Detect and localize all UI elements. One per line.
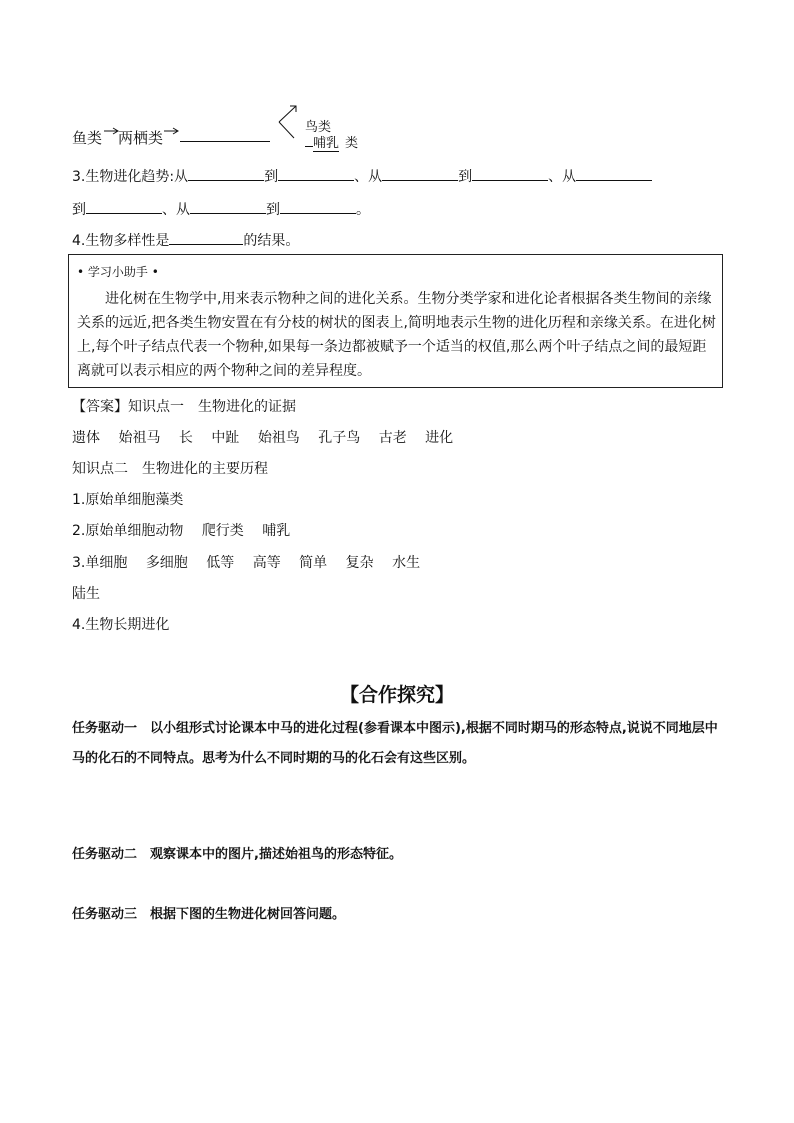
diagram-mammal: 哺乳 类 <box>305 132 358 151</box>
answer-blank <box>280 199 356 214</box>
q3-from: 、从 <box>162 202 190 218</box>
q3-label: 3.生物进化趋势:从 <box>72 169 189 185</box>
answer-item: 孔子鸟 <box>318 430 361 446</box>
answer-blank <box>169 230 243 245</box>
diagram-blank <box>180 127 270 142</box>
q3-to: 到 <box>458 169 473 185</box>
answer-item: 爬行类 <box>201 523 244 539</box>
answer-blank <box>188 166 264 181</box>
diagram-fish: 鱼类 <box>72 129 103 147</box>
answer-k2-header: 知识点二 生物进化的主要历程 <box>72 461 268 477</box>
diagram-bird: 鸟类 <box>305 120 332 135</box>
answer-item: 中趾 <box>211 430 240 446</box>
answer-item: 水生 <box>392 555 421 571</box>
q3-to: 到 <box>72 202 86 218</box>
task-3: 任务驱动三 根据下图的生物进化树回答问题。 <box>72 907 346 922</box>
answer-blank <box>472 166 548 181</box>
answer-blank <box>576 166 652 181</box>
learning-tip-box <box>68 254 723 388</box>
answer-line-4: 4.生物长期进化 <box>72 617 170 633</box>
answer-item: 进化 <box>425 430 454 446</box>
answer-line-1: 1.原始单细胞藻类 <box>72 492 184 508</box>
answer-item: 复杂 <box>345 555 374 571</box>
answer-blank <box>86 199 162 214</box>
answer-blank <box>382 166 458 181</box>
q3-end: 。 <box>356 202 370 218</box>
answer-line-3 <box>72 554 420 572</box>
diagram-amphibian: 两栖类 <box>118 129 164 147</box>
tip-title: • 学习小助手 • <box>77 265 159 279</box>
answer-item: 哺乳 <box>262 523 291 539</box>
answer-item: 多细胞 <box>145 555 188 571</box>
answer-item: 遗体 <box>72 430 100 446</box>
answer-item: 始祖鸟 <box>257 430 300 446</box>
question-4 <box>72 230 299 250</box>
task-1: 任务驱动一 以小组形式讨论课本中马的进化过程(参看课本中图示),根据不同时期马的形态特点,说说不同地层中马的化石的不同特点。思考为什么不同时期的马的化石会有这些区别。 <box>72 721 718 766</box>
answer-item: 低等 <box>206 555 235 571</box>
q3-to: 到 <box>266 202 280 218</box>
task-2: 任务驱动二 观察课本中的图片,描述始祖鸟的形态特征。 <box>72 847 402 862</box>
q3-to: 到 <box>264 169 279 185</box>
answer-k1-items <box>72 429 453 447</box>
section-title: 【合作探究】 <box>339 684 454 706</box>
answer-line-3b: 陆生 <box>72 586 100 602</box>
answer-item: 始祖马 <box>118 430 161 446</box>
question-3 <box>72 166 652 186</box>
q4-suffix: 的结果。 <box>243 233 300 249</box>
answer-blank <box>190 199 266 214</box>
arrow-right-icon <box>163 124 181 138</box>
q4-label: 4.生物多样性是 <box>72 233 170 249</box>
answer-blank <box>278 166 354 181</box>
branch-arrows-icon <box>276 102 304 142</box>
answer-line-2 <box>72 522 290 540</box>
q3-from: 、从 <box>548 169 577 185</box>
q3-from: 、从 <box>354 169 383 185</box>
tip-body: 进化树在生物学中,用来表示物种之间的进化关系。生物分类学家和进化论者根据各类生物间的亲缘关系的远近,把各类生物安置在有分枝的树状的图表上,简明地表示生物的进化历程和亲缘关系。在进化树上,每个叶子结点代表一个物种,如果每一条边都被赋予一个适当的权值,那么两个叶子结点之间的最短距离就可以表示相应的两个物种之间的差异程度。 <box>77 291 716 379</box>
answer-item: 长 <box>178 430 193 446</box>
answer-item: 2.原始单细胞动物 <box>72 523 184 539</box>
answer-item: 简单 <box>299 555 328 571</box>
answer-item: 古老 <box>378 430 407 446</box>
answer-item: 3.单细胞 <box>72 555 128 571</box>
question-3-cont <box>72 199 370 219</box>
answer-item: 高等 <box>252 555 281 571</box>
answer-header: 【答案】知识点一 生物进化的证据 <box>72 399 296 415</box>
